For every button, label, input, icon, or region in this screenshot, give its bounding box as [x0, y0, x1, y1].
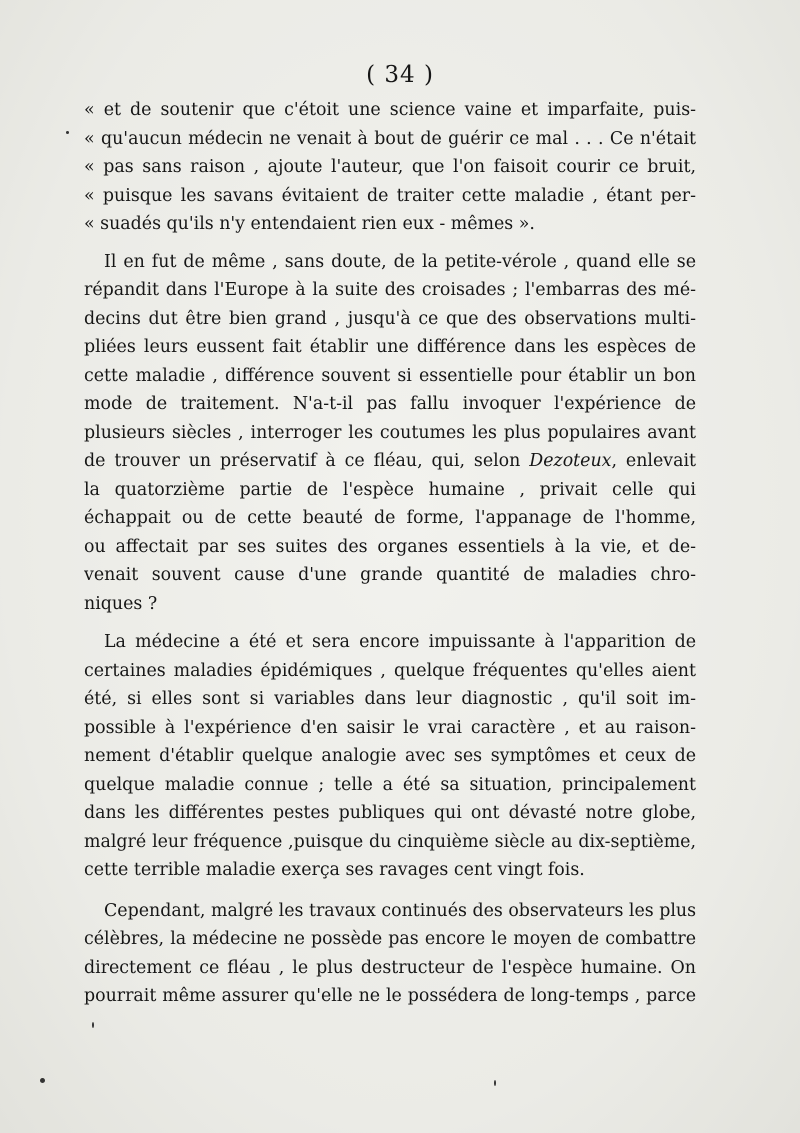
text-line: cette maladie , différence souvent si essentielle pour établir un bon — [84, 365, 696, 386]
text-line: possible à l'expérience d'en saisir le vrai caractère , et au raison- — [84, 717, 696, 738]
text-line: plusieurs siècles , interroger les coutumes les plus populaires avant — [84, 422, 696, 443]
paragraph-smallpox — [84, 248, 696, 619]
paragraph-plague — [84, 897, 696, 1011]
print-speck — [494, 1080, 496, 1086]
text-line: « puisque les savans évitaient de traiter cette maladie , étant per- — [84, 185, 696, 206]
text-line: « et de soutenir que c'étoit une science vaine et imparfaite, puis- — [84, 100, 696, 120]
text-line: dans les différentes pestes publiques qui ont dévasté notre globe, — [84, 803, 696, 823]
author-name: Dezoteux — [529, 451, 612, 471]
text-line: directement ce fléau , le plus destructeur de l'espèce humaine. On — [84, 957, 696, 978]
text-line: Cependant, malgré les travaux continués des observateurs les plus — [104, 900, 696, 921]
text-line: « suadés qu'ils n'y entendaient rien eux - mêmes ». — [84, 214, 535, 234]
text-line: certaines maladies épidémiques , quelque fréquentes qu'elles aient — [84, 660, 696, 681]
text-line: niques ? — [84, 593, 158, 614]
text-line: de trouver un préservatif à ce fléau, qui, selon Dezoteux, enlevait — [84, 451, 696, 471]
page-number: ( 34 ) — [366, 62, 434, 88]
text-line: La médecine a été et sera encore impuissante à l'apparition de — [104, 632, 696, 652]
text-line: célèbres, la médecine ne possède pas encore le moyen de combattre — [84, 929, 696, 949]
text-line: « qu'aucun médecin ne venait à bout de guérir ce mal . . . Ce n'était — [84, 128, 696, 149]
text-line: échappait ou de cette beauté de forme, l'appanage de l'homme, — [84, 508, 696, 528]
paragraph-quote-continuation — [84, 96, 696, 239]
text-line: nement d'établir quelque analogie avec ses symptômes et ceux de — [84, 746, 696, 766]
print-speck — [66, 131, 69, 134]
print-speck — [92, 1022, 94, 1028]
text-line: Il en fut de même , sans doute, de la petite-vérole , quand elle se — [104, 251, 696, 272]
text-line: la quatorzième partie de l'espèce humaine , privait celle qui — [84, 479, 696, 500]
text-line: répandit dans l'Europe à la suite des croisades ; l'embarras des mé- — [84, 280, 696, 300]
text-line: decins dut être bien grand , jusqu'à ce que des observations multi- — [84, 308, 696, 329]
text-line: mode de traitement. N'a-t-il pas fallu invoquer l'expérience de — [84, 394, 696, 414]
text-line: malgré leur fréquence ,puisque du cinquième siècle au dix-septième, — [84, 831, 696, 852]
text-line: pourrait même assurer qu'elle ne le possédera de long-temps , parce — [84, 986, 696, 1006]
text-line: ou affectait par ses suites des organes essentiels à la vie, et de- — [84, 536, 696, 557]
text-line: « pas sans raison , ajoute l'auteur, que l'on faisoit courir ce bruit, — [84, 157, 696, 177]
text-line: quelque maladie connue ; telle a été sa situation, principalement — [84, 774, 696, 795]
text-line: venait souvent cause d'une grande quantité de maladies chro- — [84, 565, 696, 585]
paragraph-epidemics — [84, 628, 696, 885]
text-line: été, si elles sont si variables dans leur diagnostic , qu'il soit im- — [84, 689, 696, 709]
print-speck — [40, 1078, 45, 1083]
body-text — [84, 96, 696, 1011]
text-line: pliées leurs eussent fait établir une différence dans les espèces de — [84, 337, 696, 357]
text-line: cette terrible maladie exerça ses ravages cent vingt fois. — [84, 860, 585, 880]
